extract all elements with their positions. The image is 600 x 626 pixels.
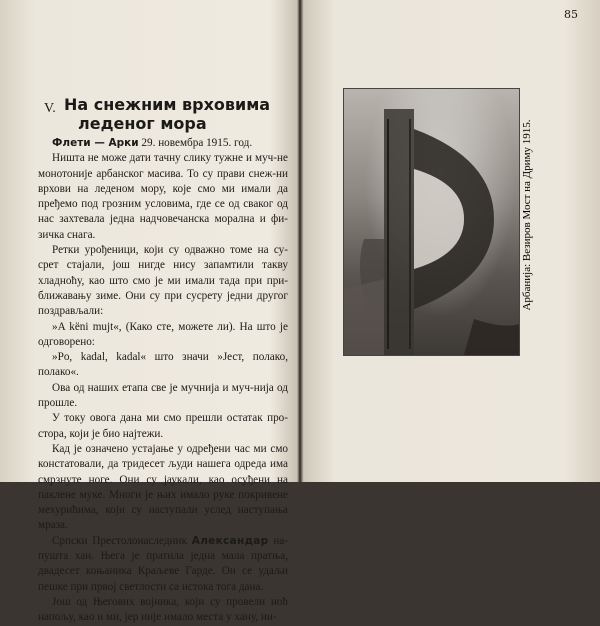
paragraph: Ништа не може дати тачну слику тужне и муч-не монотоније арбанског масива. То су прави снеж-ни врхови на леденом мору, које смо ми имали да пређемо под грозним условима, где се од сваког од нас захтевала једна надчовечанска морална и фи-зичка снага. [38,152,288,241]
location-heading: Флети — Арки [52,137,139,149]
left-page [0,0,298,624]
date-line: 29. новембра 1915. год. [138,137,253,149]
paragraph: Кад је означено устајање у одређени час ми смо констатовали, да тридесет људи нашега одреда има смрзнуте ноге. Они су јаукали, као осуђени на паклене муке. Многи је њих имало руке покривене мехурићима, који су наступали услед наступања мраза. [38,442,288,532]
paragraph-start: Српски Престолонаследник [52,534,192,547]
chapter-title-line2: леденог мора [78,114,207,133]
body-text [38,136,288,626]
paragraph [38,136,288,151]
bridge-illustration [344,89,519,355]
paragraph [38,534,288,595]
paragraph: Још од Његових војника, који су провели ноћ напољу, као и ми, јер није имало места у хану, ни- [38,595,288,624]
chapter-number: V. [44,101,56,116]
paragraph: Ова од наших етапа све је мучнија и муч-нија од прошле. [38,381,288,410]
paragraph: »Po, kadal, kadal« што значи »Јест, полако, полако«. [38,351,288,379]
page-number: 85 [564,8,578,21]
paragraph: У току овога дана ми смо прешли остатак про-стора, који је био најтежи. [38,412,288,440]
paragraph: »A këni mujt«, (Како сте, можете ли). На што је одговорено: [38,320,288,348]
paragraph: Ретки урођеници, који су одважно томе на су-срет стајали, још нигде нису запамтили такву хладноћу, као што смо је ми имали тада при при-ближавању зиме. Они су при сусрету једни другог поздрављали: [38,244,288,318]
bridge-photograph [343,88,520,356]
chapter-title [64,95,279,133]
paragraph-rest: на-пушта хан. Њега је пратила једна мала пратња, двадесет коњаника Краљеве Гарде. Он се удаљи пешке при првој светлости са истока тога дана. [38,534,288,593]
chapter-title-line1: На снежним врховима [64,95,271,114]
person-name: Александар [191,534,269,547]
photo-caption: Арбанија: Везиров Мост на Дриму 1915. [521,119,533,311]
